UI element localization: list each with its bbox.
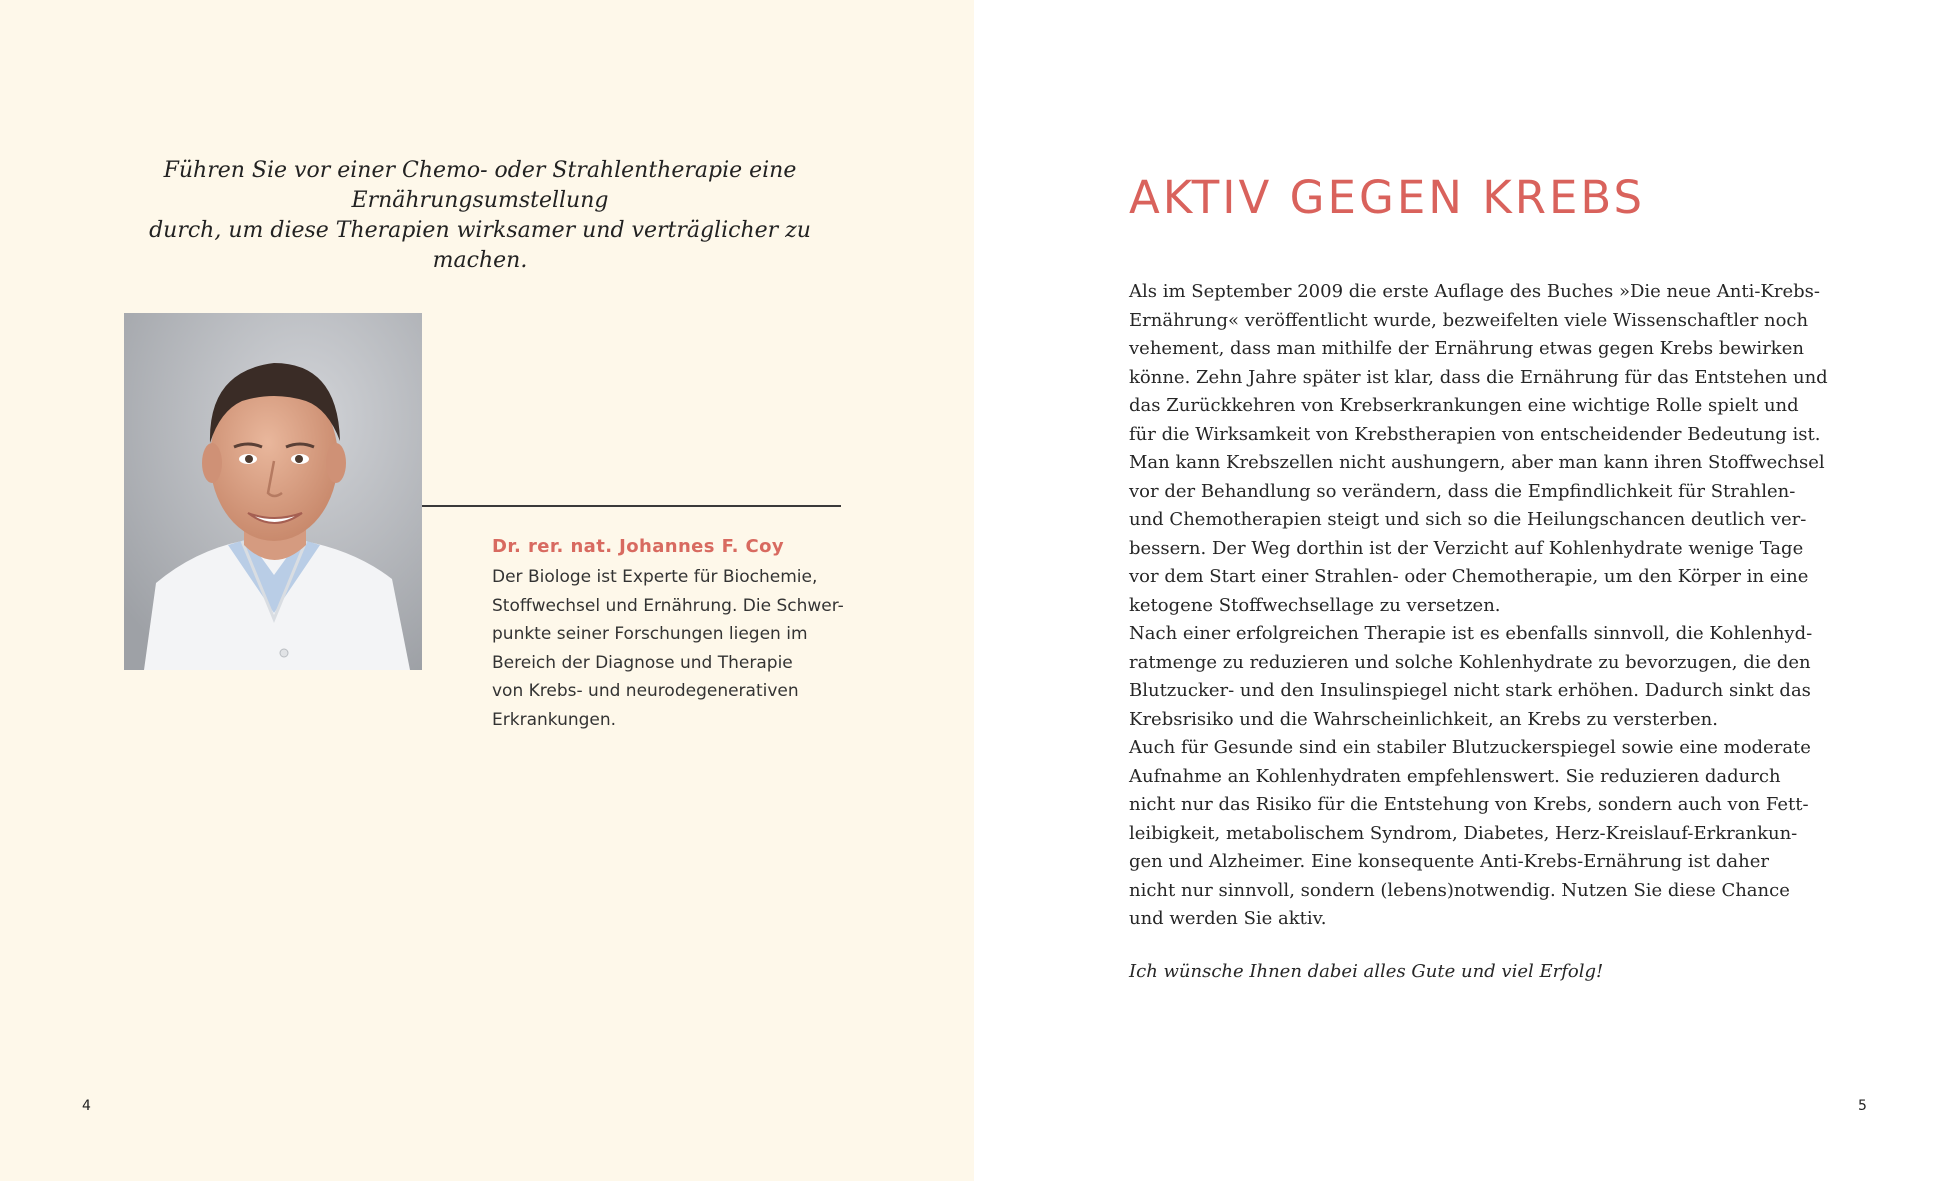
body-line: Aufnahme an Kohlenhydraten empfehlenswert. Sie reduzieren dadurch [1129,765,1781,787]
author-name: Dr. rer. nat. Johannes F. Coy [492,536,785,557]
chapter-heading: AKTIV GEGEN KREBS [1129,171,1646,224]
body-line: Als im September 2009 die erste Auflage des Buches »Die neue Anti-Krebs- [1129,281,1820,302]
author-portrait [124,313,422,670]
page-number-right: 5 [1858,1098,1867,1114]
bio-line: von Krebs- und neurodegenerativen [492,681,799,701]
body-line: für die Wirksamkeit von Krebstherapien von entscheidender Bedeutung ist. [1129,423,1821,445]
body-line: ratmenge zu reduzieren und solche Kohlenhydrate zu bevorzugen, die den [1129,651,1811,673]
pull-quote-line: durch, um diese Therapien wirksamer und verträglicher zu machen. [149,218,811,273]
body-line: Blutzucker- und den Insulinspiegel nicht stark erhöhen. Dadurch sinkt das [1129,680,1811,701]
author-photo-image [124,313,422,670]
bio-line: Bereich der Diagnose und Therapie [492,652,793,673]
body-line: Man kann Krebszellen nicht aushungern, aber man kann ihren Stoffwechsel [1129,452,1825,473]
bio-line: Erkrankungen. [492,709,617,730]
body-line: Nach einer erfolgreichen Therapie ist es ebenfalls sinnvoll, die Kohlenhyd- [1129,623,1813,644]
body-line: könne. Zehn Jahre später ist klar, dass die Ernährung für das Entstehen und [1129,366,1828,388]
body-line: leibigkeit, metabolischem Syndrom, Diabetes, Herz-Kreislauf-Erkrankun- [1129,822,1798,844]
pull-quote [100,156,860,276]
bio-line: punkte seiner Forschungen liegen im [492,624,808,644]
body-line: ketogene Stoffwechsellage zu versetzen. [1129,594,1501,616]
body-line: nicht nur das Risiko für die Entstehung von Krebs, sondern auch von Fett- [1129,794,1809,815]
closing-line: Ich wünsche Ihnen dabei alles Gute und viel Erfolg! [1129,961,1604,982]
body-line: Ernährung« veröffentlicht wurde, bezweifelten viele Wissenschaftler noch [1129,309,1809,331]
pull-quote-line: Führen Sie vor einer Chemo- oder Strahlentherapie eine Ernährungsumstellung [163,158,797,213]
body-line: Auch für Gesunde sind ein stabiler Blutzuckerspiegel sowie eine moderate [1129,737,1811,758]
body-line: gen und Alzheimer. Eine konsequente Anti-Krebs-Ernährung ist daher [1129,851,1769,872]
body-line: vehement, dass man mithilfe der Ernährung etwas gegen Krebs bewirken [1129,338,1804,359]
bio-line: Der Biologe ist Experte für Biochemie, [492,567,818,587]
divider-rule [422,505,841,507]
body-line: vor der Behandlung so verändern, dass die Empfindlichkeit für Strahlen- [1129,480,1796,502]
author-bio [492,531,872,734]
body-line: und werden Sie aktiv. [1129,908,1327,929]
body-line: bessern. Der Weg dorthin ist der Verzicht auf Kohlenhydrate wenige Tage [1129,537,1804,559]
page-number-left: 4 [82,1098,91,1114]
body-text [1129,278,1829,934]
body-line: vor dem Start einer Strahlen- oder Chemotherapie, um den Körper in eine [1129,566,1809,587]
right-page [974,0,1948,1181]
body-line: Krebsrisiko und die Wahrscheinlichkeit, an Krebs zu versterben. [1129,708,1718,730]
body-line: und Chemotherapien steigt und sich so die Heilungschancen deutlich ver- [1129,509,1807,530]
body-line: das Zurückkehren von Krebserkrankungen eine wichtige Rolle spielt und [1129,395,1799,416]
bio-line: Stoffwechsel und Ernährung. Die Schwer- [492,595,844,616]
body-line: nicht nur sinnvoll, sondern (lebens)notwendig. Nutzen Sie diese Chance [1129,879,1790,901]
